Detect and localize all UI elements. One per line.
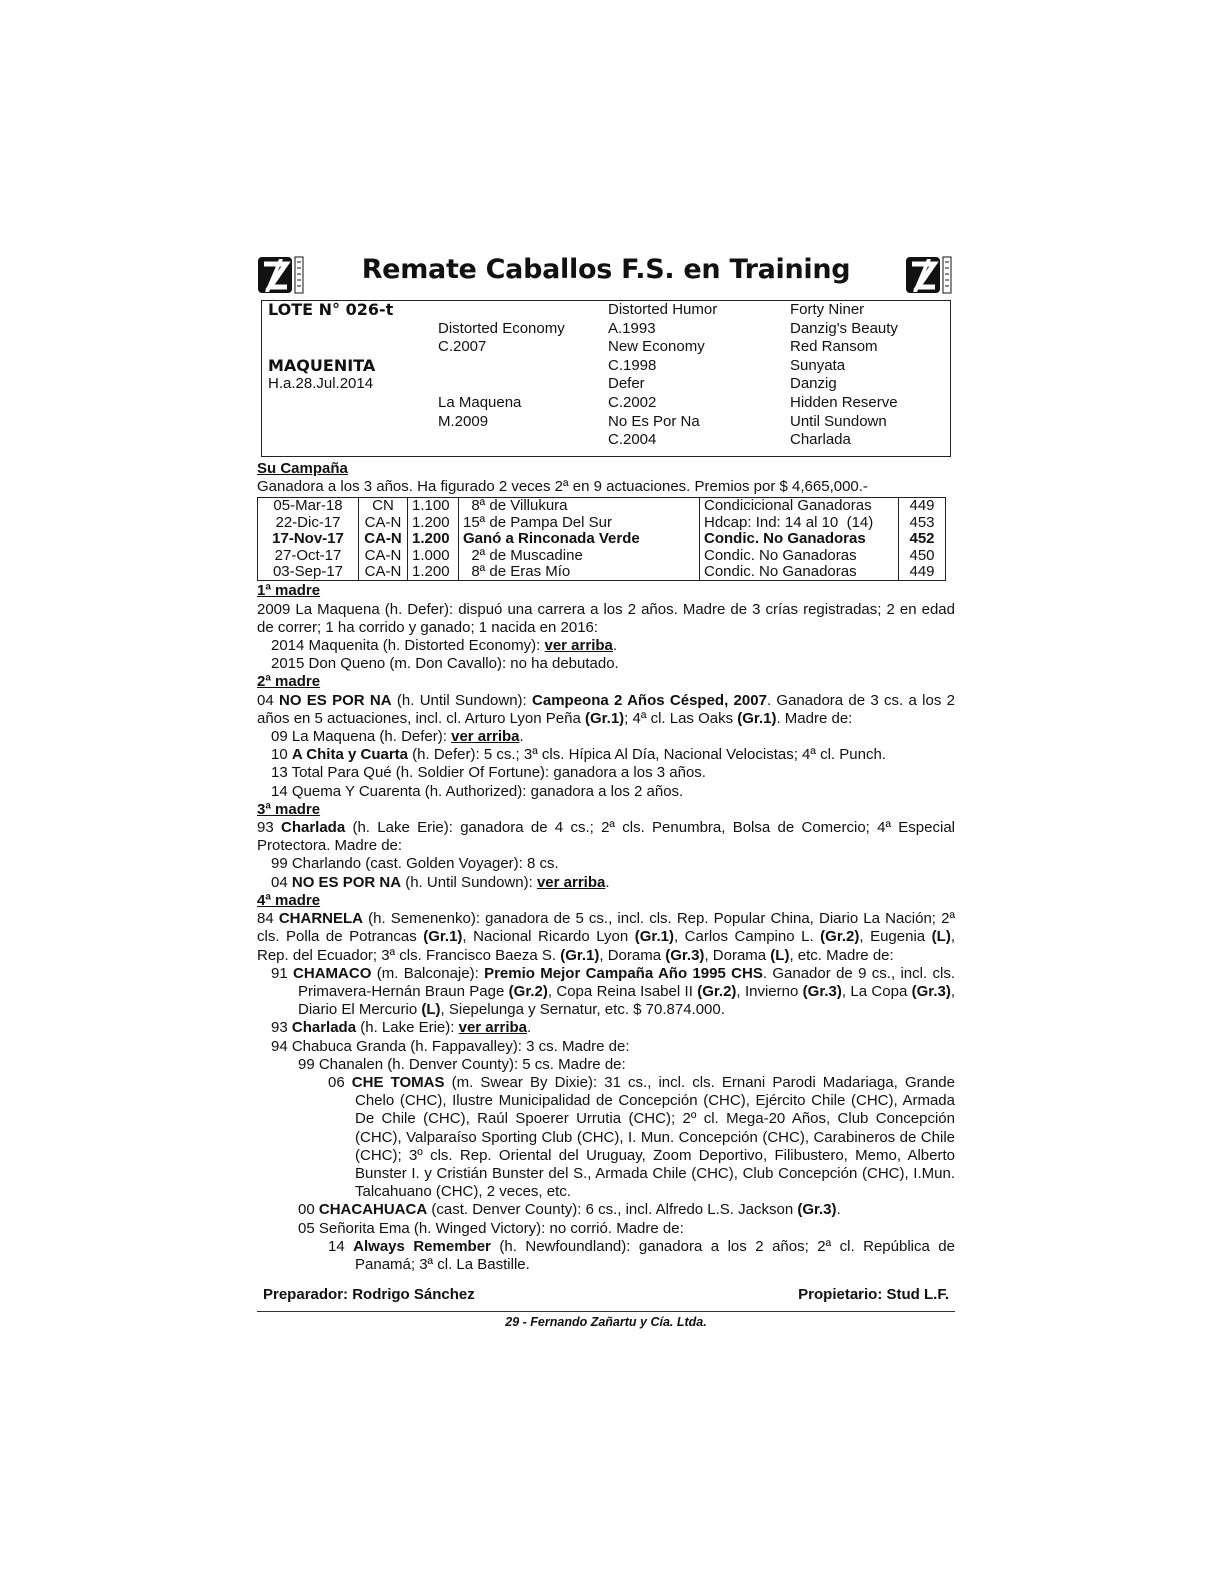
race-track-cell: CA-N <box>359 564 408 581</box>
grandparent-entry: C.2002 <box>608 393 657 411</box>
second-dam-heading: 2ª madre <box>257 673 321 691</box>
second-dam-text: 04 NO ES POR NA (h. Until Sundown): Campeona 2 Años Césped, 2007. Ganadora de 3 cs. a los 2 años en 5 actuaciones, incl. cl. Arturo Lyon Peña (Gr.1); 4ª cl. Las Oaks (Gr.1). Madre de: <box>257 691 955 727</box>
offspring-line: 05 Señorita Ema (h. Winged Victory): no corrió. Madre de: <box>298 1219 684 1237</box>
dam-name: La Maquena <box>438 393 522 411</box>
race-date-cell: 03-Sep-17 <box>258 564 359 581</box>
first-dam-heading: 1ª madre <box>257 582 321 600</box>
race-date-cell: 05-Mar-18 <box>258 498 359 515</box>
great-grandparent-entry: Red Ransom <box>790 338 878 356</box>
great-grandparent-entry: Forty Niner <box>790 301 865 318</box>
grandparents-column <box>608 301 717 450</box>
race-row <box>258 564 946 581</box>
race-result-cell: 2ª de Muscadine <box>459 548 700 564</box>
race-cond-cell: Condic. No Ganadoras <box>700 548 899 564</box>
race-cond-cell: Condic. No Ganadoras <box>700 531 899 547</box>
campaign-summary: Ganadora a los 3 años. Ha figurado 2 veces 2ª en 9 actuaciones. Premios por $ 4,665,000.- <box>257 478 868 496</box>
campaign-heading: Su Campaña <box>257 460 348 477</box>
great-grandparent-entry: Danzig <box>790 375 837 393</box>
offspring-line: 99 Chanalen (h. Denver County): 5 cs. Madre de: <box>298 1055 626 1073</box>
race-track-cell: CA-N <box>359 548 408 564</box>
race-weight-cell: 450 <box>899 548 946 564</box>
see-above-link[interactable]: ver arriba <box>458 1019 527 1037</box>
zanartu-logo-icon <box>905 254 953 296</box>
offspring-line: 2015 Don Queno (m. Don Cavallo): no ha debutado. <box>271 655 619 673</box>
page-number: 29 - Fernando Zañartu y Cía. Ltda. <box>505 1315 707 1330</box>
race-result-cell: 8ª de Villukura <box>459 498 700 515</box>
race-weight-cell: 449 <box>899 498 946 515</box>
race-cond-cell: Condicicional Ganadoras <box>700 498 899 515</box>
race-row <box>258 531 946 547</box>
offspring-line: 00 CHACAHUACA (cast. Denver County): 6 cs., incl. Alfredo L.S. Jackson (Gr.3). <box>298 1201 841 1219</box>
see-above-link[interactable]: ver arriba <box>544 637 613 655</box>
race-track-cell: CA-N <box>359 515 408 531</box>
first-dam-text: 2009 La Maquena (h. Defer): dispuó una carrera a los 2 años. Madre de 3 crías registradas; 2 en edad de correr; 1 ha corrido y ganado; 1 nacida en 2016: <box>257 600 955 636</box>
great-grandparent-entry: Until Sundown <box>790 412 887 430</box>
race-track-cell: CA-N <box>359 531 408 547</box>
grandparent-entry: Distorted Humor <box>608 301 718 318</box>
page-header <box>257 252 955 300</box>
grandparent-entry: Defer <box>608 375 645 393</box>
offspring-line: 94 Chabuca Granda (h. Fappavalley): 3 cs. Madre de: <box>271 1037 630 1055</box>
pedigree-box <box>261 300 951 457</box>
offspring-line: 91 CHAMACO (m. Balconaje): Premio Mejor Campaña Año 1995 CHS. Ganador de 9 cs., incl. cls. Primavera-Hernán Braun Page (Gr.2), Copa Reina Isabel II (Gr.2), Invierno (Gr.3), La Copa (Gr.3), Diario El Mercurio (L), Siepelunga y Sernatur, etc. $ 70.874.000. <box>271 964 955 1019</box>
offspring-line: 10 A Chita y Cuarta (h. Defer): 5 cs.; 3ª cls. Hípica Al Día, Nacional Velocistas; 4ª cl. Punch. <box>271 746 886 764</box>
lot-column <box>268 301 393 394</box>
race-dist-cell: 1.200 <box>408 531 459 547</box>
campaign-section <box>257 460 955 496</box>
race-row <box>258 498 946 515</box>
race-date-cell: 27-Oct-17 <box>258 548 359 564</box>
offspring-line: 14 Always Remember (h. Newfoundland): ganadora a los 2 años; 2ª cl. República de Panamá; 3ª cl. La Bastille. <box>328 1237 955 1273</box>
sire-name: Distorted Economy <box>438 319 565 337</box>
grandparent-entry: New Economy <box>608 338 705 356</box>
third-dam-text: 93 Charlada (h. Lake Erie): ganadora de 4 cs.; 2ª cls. Penumbra, Bolsa de Comercio; 4ª Especial Protectora. Madre de: <box>257 819 955 855</box>
catalog-page <box>257 252 955 1329</box>
great-grandparent-entry: Sunyata <box>790 356 846 374</box>
grandparent-entry: C.2004 <box>608 431 657 449</box>
race-cond-cell: Hdcap: Ind: 14 al 10 (14) <box>700 515 899 531</box>
race-result-cell: 8ª de Eras Mío <box>459 564 700 581</box>
grandparent-entry: A.1993 <box>608 319 656 337</box>
lot-number: LOTE N° 026-t <box>268 300 394 319</box>
race-date-cell: 17-Nov-17 <box>258 531 359 547</box>
page-title: Remate Caballos F.S. en Training <box>361 254 851 285</box>
race-dist-cell: 1.100 <box>408 498 459 515</box>
footer-divider <box>257 1311 955 1312</box>
page-footer <box>257 1286 955 1303</box>
see-above-link[interactable]: ver arriba <box>536 873 606 891</box>
grandparent-entry: No Es Por Na <box>608 412 700 430</box>
trainer-label: Preparador: Rodrigo Sánchez <box>263 1286 475 1304</box>
race-result-cell: 15ª de Pampa Del Sur <box>459 515 700 531</box>
great-grandparent-entry: Danzig's Beauty <box>790 319 898 337</box>
race-weight-cell: 453 <box>899 515 946 531</box>
see-above-link[interactable]: ver arriba <box>451 728 520 746</box>
horse-info: H.a.28.Jul.2014 <box>268 375 374 393</box>
race-cond-cell: Condic. No Ganadoras <box>700 564 899 581</box>
fourth-dam-heading: 4ª madre <box>257 891 321 909</box>
parents-column <box>438 301 565 431</box>
offspring-line: 09 La Maquena (h. Defer): ver arriba. <box>271 728 524 746</box>
race-result-cell: Ganó a Rinconada Verde <box>459 531 700 547</box>
offspring-line: 06 CHE TOMAS (m. Swear By Dixie): 31 cs., incl. cls. Ernani Parodi Madariaga, Grande Chelo (CHC), Ilustre Municipalidad de Concepción (CHC), Ejército Chile (CHC), Armada De Chile (CHC), Raúl Spoerer Urrutia (CHC); 2º cl. Mega-20 Años, Club Concepción (CHC), Valparaíso Sporting Club (CHC), I. Mun. Concepción (CHC), Carabineros de Chile (CHC); 3º cls. Rep. Oriental del Uruguay, Zoom Deportivo, Filibustero, Memo, Alberto Bunster I. y Cristián Bunster del S., Armada Chile (CHC), Club Concepción (CHC), I.Mun. Talcahuano (CHC), 2 veces, etc. <box>328 1073 955 1201</box>
race-table <box>257 497 946 581</box>
first-dam-section <box>257 582 955 1274</box>
great-grandparent-entry: Hidden Reserve <box>790 393 898 411</box>
race-row <box>258 548 946 564</box>
owner-label: Propietario: Stud L.F. <box>798 1286 949 1304</box>
sire-info: C.2007 <box>438 338 487 356</box>
horse-name: MAQUENITA <box>268 355 376 375</box>
offspring-line: 99 Charlando (cast. Golden Voyager): 8 cs. <box>271 855 559 873</box>
race-date-cell: 22-Dic-17 <box>258 515 359 531</box>
grandparent-entry: C.1998 <box>608 356 657 374</box>
offspring-line: 04 NO ES POR NA (h. Until Sundown): ver arriba. <box>271 873 610 891</box>
great-grandparents-column <box>790 301 898 450</box>
race-dist-cell: 1.200 <box>408 564 459 581</box>
fourth-dam-text: 84 CHARNELA (h. Semenenko): ganadora de 5 cs., incl. cls. Rep. Popular China, Diario La Nación; 2ª cls. Polla de Potrancas (Gr.1), Nacional Ricardo Lyon (Gr.1), Carlos Campino L. (Gr.2), Eugenia (L), Rep. del Ecuador; 3ª cls. Francisco Baeza S. (Gr.1), Dorama (Gr.3), Dorama (L), etc. Madre de: <box>257 910 955 964</box>
race-weight-cell: 452 <box>899 531 946 547</box>
race-track-cell: CN <box>359 498 408 515</box>
dam-info: M.2009 <box>438 412 489 430</box>
great-grandparent-entry: Charlada <box>790 431 851 449</box>
race-dist-cell: 1.200 <box>408 515 459 531</box>
race-row <box>258 515 946 531</box>
offspring-line: 13 Total Para Qué (h. Soldier Of Fortune): ganadora a los 3 años. <box>271 764 706 782</box>
race-weight-cell: 449 <box>899 564 946 581</box>
third-dam-heading: 3ª madre <box>257 800 321 818</box>
race-dist-cell: 1.000 <box>408 548 459 564</box>
offspring-line: 14 Quema Y Cuarenta (h. Authorized): ganadora a los 2 años. <box>271 782 684 800</box>
offspring-line: 93 Charlada (h. Lake Erie): ver arriba. <box>271 1019 532 1037</box>
offspring-line: 2014 Maquenita (h. Distorted Economy): ver arriba. <box>271 637 618 655</box>
